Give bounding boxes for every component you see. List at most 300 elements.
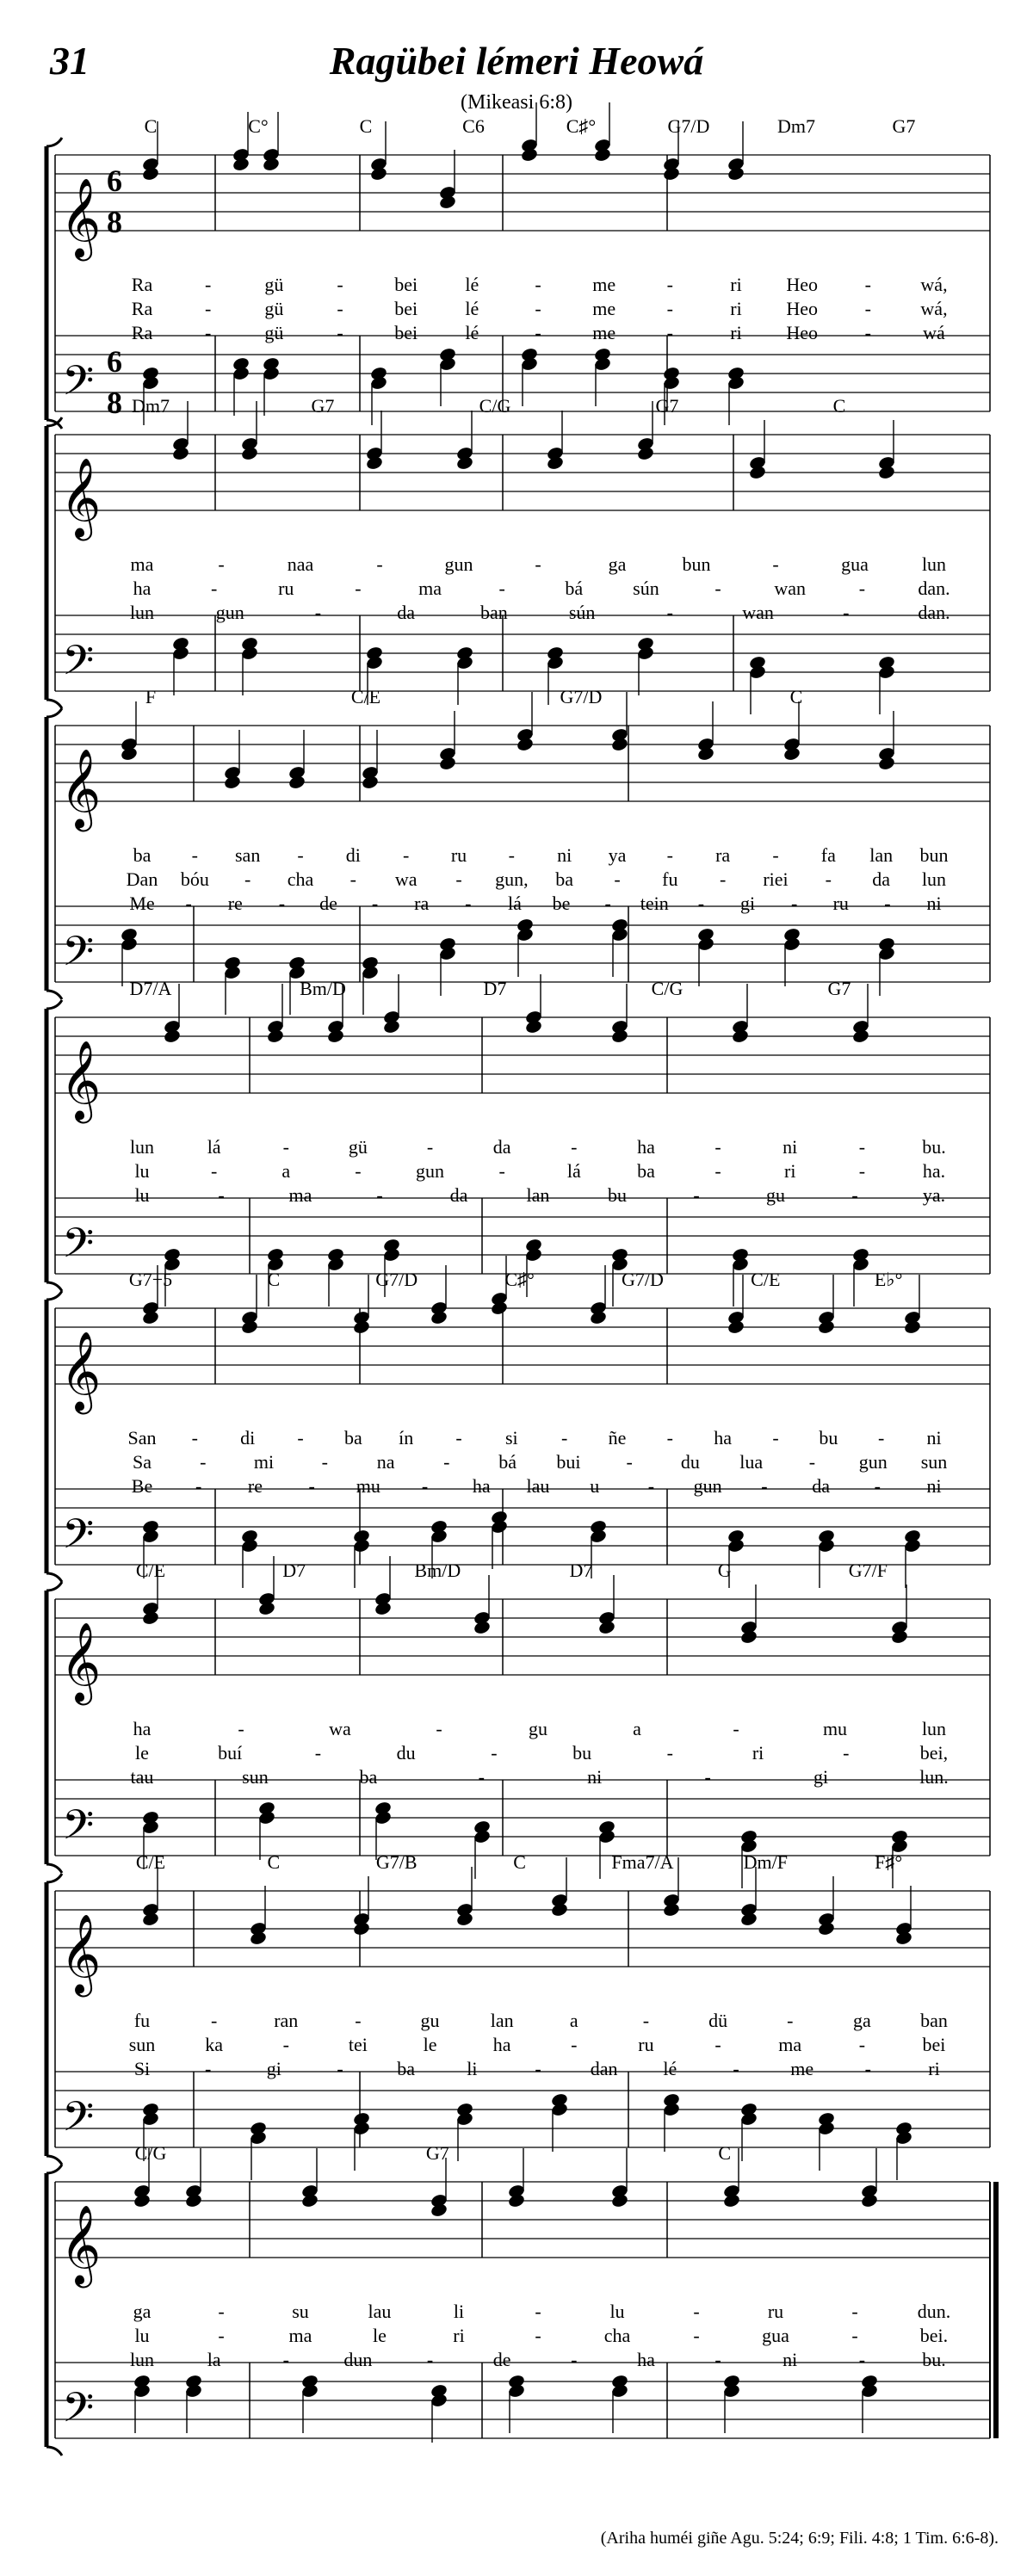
lyric-syllable: -	[720, 868, 727, 890]
lyric-syllable: -	[535, 2058, 541, 2079]
lyric-syllable: -	[666, 322, 673, 343]
lyric-syllable: ín	[399, 1427, 414, 1449]
lyric-syllable: -	[308, 1475, 315, 1497]
lyric-syllable: lau	[368, 2301, 392, 2322]
lyric-syllable: -	[647, 1475, 655, 1497]
lyric-syllable: -	[851, 2301, 858, 2322]
lyric-syllable: lá	[507, 893, 522, 914]
chord-symbol: Dm7	[777, 115, 815, 137]
footnote: (Ariha huméi giñe Agu. 5:24; 6:9; Fili. 4:8; 1 Tim. 6:6-8).	[600, 2529, 999, 2548]
lyric-syllable: gi	[739, 893, 756, 914]
lyric-syllable: -	[864, 298, 871, 319]
lyric-syllable: -	[355, 578, 362, 599]
lyric-syllable: a	[569, 2010, 578, 2031]
lyric-syllable: sun	[242, 1766, 269, 1788]
chord-symbol: Dm7	[132, 395, 170, 417]
lyric-syllable: ba	[637, 1160, 655, 1182]
lyric-syllable: gun	[693, 1475, 722, 1497]
lyric-syllable: San	[127, 1427, 157, 1449]
chord-symbol: E♭°	[874, 1269, 903, 1290]
lyric-syllable: re	[227, 893, 243, 914]
lyric-syllable: Heo	[786, 274, 818, 295]
lyric-syllable: -	[282, 1136, 289, 1158]
lyric-syllable: lu	[134, 1160, 150, 1182]
lyric-syllable: gun	[215, 602, 244, 623]
lyric-syllable: lun.	[919, 1766, 949, 1788]
lyric-syllable: ma	[778, 2034, 802, 2055]
time-signature-top: 6	[107, 164, 122, 198]
lyric-syllable: -	[349, 868, 356, 890]
lyric-syllable: sun	[920, 1451, 948, 1473]
lyric-syllable: de	[319, 893, 337, 914]
lyric-syllable: -	[808, 1451, 816, 1473]
lyric-syllable: ba	[555, 868, 574, 890]
lyric-syllable: ri	[730, 298, 742, 319]
lyric-syllable: -	[210, 578, 218, 599]
chord-symbol: C	[267, 1851, 281, 1873]
lyric-syllable: ha.	[922, 1160, 946, 1182]
chord-symbol: C/G	[134, 2142, 167, 2164]
chord-symbol: C	[718, 2142, 732, 2164]
lyric-syllable: be	[552, 893, 571, 914]
lyric-syllable: sun	[128, 2034, 156, 2055]
lyric-syllable: le	[423, 2034, 437, 2055]
lyric-syllable: Sa	[133, 1451, 152, 1473]
lyric-syllable: -	[825, 868, 832, 890]
lyric-syllable: Me	[129, 893, 155, 914]
lyric-syllable: -	[858, 1160, 866, 1182]
lyric-syllable: sún	[568, 602, 596, 623]
lyric-syllable: ri	[784, 1160, 796, 1182]
lyric-syllable: me	[790, 2058, 814, 2079]
lyric-syllable: -	[337, 2058, 343, 2079]
lyric-syllable: Ra	[131, 322, 153, 343]
chord-symbol: D7	[569, 1560, 593, 1581]
lyric-syllable: bei	[394, 322, 418, 343]
lyric-syllable: -	[697, 893, 705, 914]
lyric-syllable: -	[205, 2058, 212, 2079]
lyric-syllable: dan.	[918, 578, 950, 599]
lyric-syllable: ni	[782, 2349, 798, 2370]
system-3	[46, 686, 990, 1015]
system-5	[46, 1256, 990, 1588]
lyric-syllable: -	[858, 2034, 866, 2055]
chord-symbol: G7+5	[128, 1269, 173, 1290]
chord-symbol: G7/D	[667, 115, 710, 137]
chord-symbol: C	[789, 686, 803, 707]
chord-symbol: G7	[892, 115, 916, 137]
chord-symbol: C/E	[135, 1560, 166, 1581]
bass-clef-icon: 𝄢	[62, 2094, 95, 2150]
lyric-syllable: naa	[287, 553, 314, 575]
lyric-syllable: ha	[472, 1475, 491, 1497]
lyric-syllable: ba	[133, 844, 152, 866]
chord-symbol: C6	[462, 115, 485, 137]
lyric-syllable: wan	[742, 602, 774, 623]
bass-clef-icon: 𝄢	[62, 2385, 95, 2441]
bracket-bottom-hook	[46, 991, 62, 999]
lyric-syllable: gun,	[495, 868, 529, 890]
lyric-syllable: gua	[841, 553, 869, 575]
lyric-syllable: de	[492, 2349, 511, 2370]
lyric-syllable: bei	[394, 298, 418, 319]
chord-symbol: G7/D	[621, 1269, 664, 1290]
bass-clef-icon: 𝄢	[62, 929, 95, 985]
lyric-syllable: -	[733, 2058, 739, 2079]
lyric-syllable: -	[314, 1742, 322, 1764]
lyric-syllable: -	[355, 1160, 362, 1182]
lyric-syllable: ba	[397, 2058, 416, 2079]
lyric-syllable: ru	[638, 2034, 654, 2055]
lyric-syllable: -	[278, 893, 286, 914]
lyric-syllable: Dan	[126, 868, 158, 890]
bracket-bottom-hook	[46, 2156, 62, 2165]
lyric-syllable: -	[498, 1160, 505, 1182]
lyric-syllable: ha	[133, 578, 152, 599]
lyric-syllable: du	[396, 1742, 416, 1764]
lyric-syllable: -	[790, 893, 798, 914]
chord-symbol: Fma7/A	[611, 1851, 674, 1873]
bass-clef-icon: 𝄢	[62, 1220, 95, 1276]
lyric-syllable: -	[614, 868, 621, 890]
chord-symbol: D7	[282, 1560, 306, 1581]
lyric-syllable: -	[704, 1766, 711, 1788]
lyric-syllable: la	[207, 2349, 221, 2370]
lyric-syllable: gu	[529, 1718, 547, 1739]
lyric-syllable: ban	[920, 2010, 948, 2031]
lyric-syllable: -	[210, 2010, 218, 2031]
bass-clef-icon: 𝄢	[62, 1511, 95, 1567]
lyric-syllable: -	[571, 1136, 578, 1158]
lyric-syllable: li	[453, 2301, 465, 2322]
lyric-syllable: -	[858, 578, 866, 599]
bass-clef-icon: 𝄢	[62, 358, 95, 414]
lyric-syllable: -	[210, 1160, 218, 1182]
lyric-syllable: -	[218, 1184, 225, 1206]
treble-clef-icon: 𝄞	[60, 2208, 102, 2283]
lyric-syllable: da	[449, 1184, 468, 1206]
lyric-syllable: -	[851, 1184, 858, 1206]
lyric-syllable: -	[851, 2325, 858, 2346]
lyric-syllable: -	[443, 1451, 450, 1473]
time-signature-bottom: 8	[107, 205, 122, 239]
lyric-syllable: ru	[278, 578, 294, 599]
lyric-syllable: -	[297, 1427, 304, 1449]
lyric-syllable: -	[195, 1475, 202, 1497]
lyric-syllable: me	[592, 274, 616, 295]
lyric-syllable: di	[240, 1427, 256, 1449]
lyric-syllable: gü	[264, 274, 284, 295]
lyric-syllable: cha	[603, 2325, 631, 2346]
lyric-syllable: -	[772, 553, 779, 575]
lyric-syllable: fa	[820, 844, 836, 866]
lyric-syllable: lun	[921, 1718, 947, 1739]
chord-symbol: G7/D	[560, 686, 603, 707]
lyric-syllable: -	[666, 298, 673, 319]
lyric-syllable: ha	[637, 1136, 655, 1158]
lyric-syllable: -	[218, 2301, 225, 2322]
chord-symbol: C	[832, 395, 846, 417]
lyric-syllable: -	[455, 868, 462, 890]
lyric-syllable: na	[376, 1451, 395, 1473]
lyric-syllable: lun	[921, 553, 947, 575]
lyric-syllable: su	[292, 2301, 309, 2322]
chord-symbol: C♯°	[504, 1269, 535, 1290]
lyric-syllable: bun	[919, 844, 949, 866]
chord-symbol: D7/A	[129, 978, 172, 999]
lyric-syllable: -	[455, 1427, 462, 1449]
lyric-syllable: -	[858, 2349, 866, 2370]
lyric-syllable: -	[864, 274, 871, 295]
chord-symbol: Bm/D	[414, 1560, 461, 1581]
lyric-syllable: dan.	[918, 602, 950, 623]
chord-symbol: Dm/F	[743, 1851, 788, 1873]
lyric-syllable: bu.	[922, 2349, 946, 2370]
chord-symbol: G7/B	[375, 1851, 418, 1873]
bracket-top-hook	[46, 1000, 62, 1009]
lyric-syllable: lua	[739, 1451, 764, 1473]
lyric-syllable: gua	[762, 2325, 789, 2346]
chord-symbol: C♯°	[566, 115, 597, 137]
lyric-syllable: mi	[253, 1451, 275, 1473]
lyric-syllable: -	[535, 2301, 541, 2322]
chord-symbol: C/E	[350, 686, 381, 707]
bracket-top-hook	[46, 708, 62, 717]
lyric-syllable: ri	[730, 322, 742, 343]
lyric-syllable: -	[878, 1427, 885, 1449]
lyric-syllable: ni	[926, 1427, 942, 1449]
lyric-syllable: gu	[766, 1184, 785, 1206]
lyric-syllable: da	[872, 868, 891, 890]
lyric-syllable: -	[571, 2034, 578, 2055]
lyric-syllable: ñe	[608, 1427, 627, 1449]
chord-symbol: Bm/D	[300, 978, 346, 999]
lyric-syllable: -	[642, 2010, 650, 2031]
lyric-syllable: bui	[556, 1451, 581, 1473]
chord-symbol: C/E	[135, 1851, 166, 1873]
lyric-syllable: si	[504, 1427, 518, 1449]
treble-clef-icon: 𝄞	[60, 1043, 102, 1119]
lyric-syllable: a	[633, 1718, 641, 1739]
lyric-syllable: ni	[557, 844, 572, 866]
lyric-syllable: -	[371, 893, 379, 914]
lyric-syllable: -	[772, 844, 779, 866]
lyric-syllable: -	[714, 1160, 721, 1182]
chord-symbol: G7/D	[375, 1269, 418, 1290]
lyric-syllable: -	[355, 2010, 362, 2031]
lyric-syllable: ka	[205, 2034, 224, 2055]
lyric-syllable: ma	[288, 1184, 312, 1206]
system-2	[46, 395, 990, 714]
lyric-syllable: san	[235, 844, 261, 866]
bracket-bottom-hook	[46, 1864, 62, 1873]
lyric-syllable: -	[498, 578, 505, 599]
lyric-syllable: -	[421, 1475, 429, 1497]
lyric-syllable: tein	[640, 893, 669, 914]
lyric-syllable: ru	[450, 844, 467, 866]
lyric-syllable: lau	[526, 1475, 550, 1497]
lyric-syllable: -	[843, 602, 850, 623]
lyric-syllable: ya	[608, 844, 627, 866]
hymn-title: Ragübei lémeri Heowá	[329, 39, 704, 83]
lyric-syllable: gi	[813, 1766, 829, 1788]
lyric-syllable: -	[337, 274, 343, 295]
bracket-bottom-hook	[46, 1573, 62, 1582]
lyric-syllable: -	[491, 1742, 498, 1764]
lyric-syllable: bóu	[180, 868, 209, 890]
lyric-syllable: -	[314, 602, 322, 623]
lyric-syllable: -	[205, 274, 212, 295]
lyric-syllable: ha	[714, 1427, 733, 1449]
lyric-syllable: -	[666, 1742, 673, 1764]
lyric-syllable: da	[492, 1136, 511, 1158]
lyric-syllable: Heo	[786, 298, 818, 319]
lyric-syllable: -	[693, 2301, 700, 2322]
lyric-syllable: ra	[715, 844, 731, 866]
lyric-syllable: -	[238, 1718, 244, 1739]
lyric-syllable: -	[185, 893, 192, 914]
lyric-syllable: ga	[608, 553, 627, 575]
treble-clef-icon: 𝄞	[60, 1334, 102, 1410]
lyric-syllable: ri	[752, 1742, 764, 1764]
lyric-syllable: -	[376, 553, 383, 575]
lyric-syllable: ri	[453, 2325, 465, 2346]
system-7	[46, 1851, 990, 2180]
lyric-syllable: lan	[526, 1184, 550, 1206]
lyric-syllable: ni	[782, 1136, 798, 1158]
lyric-syllable: lé	[465, 298, 479, 319]
bass-clef-icon: 𝄢	[62, 638, 95, 694]
lyric-syllable: ran	[274, 2010, 299, 2031]
chord-symbol: C	[144, 115, 158, 137]
lyric-syllable: ha	[492, 2034, 511, 2055]
lyric-syllable: -	[478, 1766, 485, 1788]
treble-clef-icon: 𝄞	[60, 1625, 102, 1701]
lyric-syllable: lá	[207, 1136, 221, 1158]
chord-symbol: F	[145, 686, 157, 707]
lyric-syllable: -	[666, 274, 673, 295]
lyric-syllable: wa	[394, 868, 418, 890]
lyric-syllable: lun	[129, 602, 155, 623]
lyric-syllable: -	[571, 2349, 578, 2370]
system-6	[46, 1556, 990, 1888]
lyric-syllable: me	[592, 322, 616, 343]
lyric-syllable: ma	[130, 553, 154, 575]
lyric-syllable: Heo	[786, 322, 818, 343]
lyric-syllable: lu	[134, 2325, 150, 2346]
lyric-syllable: lé	[465, 322, 479, 343]
lyric-syllable: -	[714, 2034, 721, 2055]
lyric-syllable: ru	[767, 2301, 784, 2322]
lyric-syllable: -	[218, 2325, 225, 2346]
lyric-syllable: mu	[822, 1718, 848, 1739]
lyric-syllable: gü	[264, 322, 284, 343]
lyric-syllable: dü	[708, 2010, 728, 2031]
lyric-syllable: -	[535, 322, 541, 343]
lyric-syllable: -	[733, 1718, 739, 1739]
lyric-syllable: -	[436, 1718, 442, 1739]
lyric-syllable: ga	[133, 2301, 152, 2322]
lyric-syllable: -	[787, 2010, 794, 2031]
lyric-syllable: da	[812, 1475, 830, 1497]
lyric-syllable: wa	[329, 1718, 351, 1739]
lyric-syllable: wan	[774, 578, 807, 599]
lyric-syllable: -	[191, 1427, 198, 1449]
lyric-syllable: -	[321, 1451, 328, 1473]
lyric-syllable: tei	[348, 2034, 368, 2055]
lyric-syllable: -	[666, 844, 673, 866]
lyric-syllable: bu	[819, 1427, 838, 1449]
lyric-syllable: -	[626, 1451, 633, 1473]
lyric-syllable: wá,	[920, 274, 948, 295]
lyric-syllable: ni	[587, 1766, 603, 1788]
lyric-syllable: -	[666, 602, 673, 623]
lyric-syllable: bei	[394, 274, 418, 295]
lyric-syllable: ma	[288, 2325, 312, 2346]
lyric-syllable: le	[135, 1742, 149, 1764]
chord-symbol: D7	[483, 978, 507, 999]
lyric-syllable: gü	[348, 1136, 368, 1158]
lyric-syllable: -	[337, 298, 343, 319]
lyric-syllable: lun	[129, 1136, 155, 1158]
lyric-syllable: -	[508, 844, 515, 866]
lyric-syllable: -	[297, 844, 304, 866]
bracket-top-hook	[46, 1582, 62, 1591]
system-4	[46, 974, 990, 1307]
lyric-syllable: a	[281, 1160, 291, 1182]
lyric-syllable: cha	[287, 868, 314, 890]
lyric-syllable: ma	[418, 578, 442, 599]
hymn-reference: (Mikeasi 6:8)	[461, 91, 572, 114]
lyric-syllable: me	[592, 298, 616, 319]
lyric-syllable: -	[244, 868, 251, 890]
lyric-syllable: lu	[609, 2301, 625, 2322]
chord-symbol: C/G	[651, 978, 684, 999]
chord-symbol: C	[359, 115, 373, 137]
bracket-top-hook	[46, 1291, 62, 1300]
lyric-syllable: du	[680, 1451, 700, 1473]
lyric-syllable: lé	[465, 274, 479, 295]
treble-clef-icon: 𝄞	[60, 751, 102, 827]
lyric-syllable: bu	[572, 1742, 592, 1764]
lyric-syllable: -	[843, 1742, 850, 1764]
chord-symbol: C°	[248, 115, 269, 137]
time-signature-bottom: 8	[107, 386, 122, 420]
lyric-syllable: fu	[133, 2010, 151, 2031]
lyric-syllable: gun	[444, 553, 473, 575]
lyric-syllable: ha	[133, 1718, 152, 1739]
lyric-syllable: ni	[926, 1475, 942, 1497]
lyric-syllable: -	[535, 274, 541, 295]
lyric-syllable: -	[218, 553, 225, 575]
lyric-syllable: fu	[662, 868, 678, 890]
lyric-syllable: -	[403, 844, 410, 866]
lyric-syllable: -	[205, 322, 212, 343]
lyric-syllable: ri	[928, 2058, 940, 2079]
lyric-syllable: ya.	[922, 1184, 946, 1206]
lyric-syllable: -	[535, 298, 541, 319]
chord-symbol: C	[267, 1269, 281, 1290]
lyric-syllable: dun	[343, 2349, 373, 2370]
lyric-syllable: riei	[763, 868, 789, 890]
lyric-syllable: -	[693, 1184, 700, 1206]
lyric-syllable: ri	[730, 274, 742, 295]
lyric-syllable: ban	[480, 602, 508, 623]
lyric-syllable: wá	[923, 322, 945, 343]
bracket-top-hook	[46, 2165, 62, 2173]
bracket-bottom-hook	[46, 700, 62, 708]
lyric-syllable: -	[874, 1475, 881, 1497]
